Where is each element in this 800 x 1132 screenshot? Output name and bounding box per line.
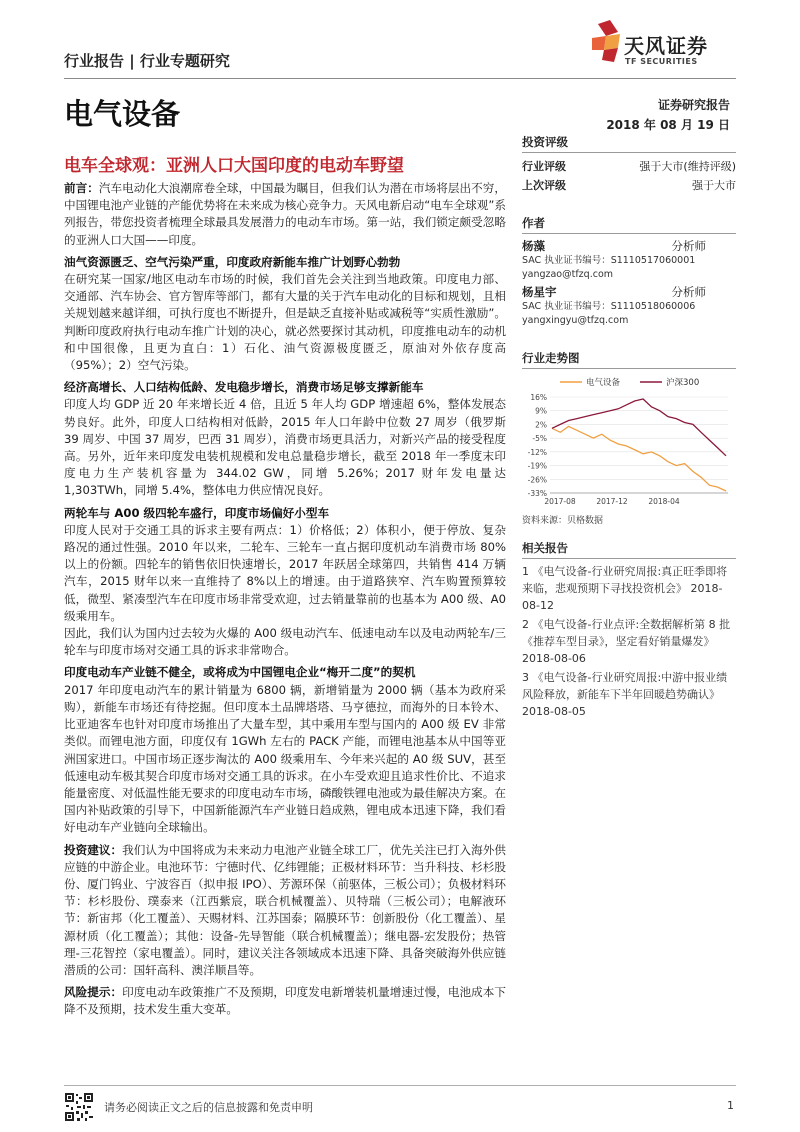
rating-value: 强于大市(维持评级) (639, 160, 736, 173)
x-tick-label: 2018-04 (648, 497, 680, 506)
section-policy (64, 254, 506, 374)
sidebar (522, 134, 736, 722)
risk-lead: 风险提示： (64, 985, 123, 1000)
section-text: 因此，我们认为国内过去较为火爆的 A00 级电动汽车、低速电动车以及电动两轮车/三轮车与印度市场对交通工具的诉求非常吻合。 (64, 626, 506, 658)
section-heading: 印度电动车产业链不健全，或将成为中国锂电企业“梅开二度”的契机 (64, 665, 416, 680)
rating-title: 投资评级 (522, 134, 736, 153)
y-tick-label: -5% (532, 434, 547, 444)
analyst-name: 杨藻 (522, 239, 545, 253)
y-tick-label: 16% (530, 393, 547, 402)
risk-text: 印度电动车政策推广不及预期，印度发电新增装机量增速过慢，电池成本下降不及预期，技术发生重大变革。 (64, 985, 506, 1017)
trend-title: 行业走势图 (522, 350, 736, 369)
y-tick-label: 9% (535, 406, 547, 416)
author-title: 作者 (522, 215, 736, 234)
section-supply-chain (64, 664, 506, 836)
x-tick-label: 2017-08 (544, 497, 576, 506)
analyst-cert: SAC 执业证书编号：S1110518060006 (522, 301, 696, 312)
analyst-cert: SAC 执业证书编号：S1110517060001 (522, 255, 696, 266)
logo-english-name: TF SECURITIES (625, 57, 698, 66)
series-line (552, 399, 726, 456)
report-category: 行业报告 | 行业专题研究 (64, 52, 230, 70)
section-text: 在研究某一国家/地区电动车市场的时候，我们首先会关注到当地政策。印度电力部、交通部、汽车协会、官方智库等部门，都有大量的关于汽车电动化的目标和规划，且相关规划越来越详细，可执行度也不断提升，但是缺乏直接补贴或减税等“实质性激励”。判断印度政府执行电动车推广计划的决心，就必然要探讨其动机，印度推电动车的动机和中国很像，且更为直白：1）石化、油气资源极度匮乏，原油对外依存度高（95%）；2）空气污染。 (64, 272, 506, 373)
investment-text: 我们认为中国将成为未来动力电池产业链全球工厂，优先关注已打入海外供应链的中游企业。电池环节：宁德时代、亿纬锂能；正极材料环节：当升科技、杉杉股份、厦门钨业、宁波容百（拟申报 IPO）、芳源环保（前驱体，三板公司）；负极材料环节：杉杉股份、璞泰来（江西紫宸，联合机械覆盖）、贝特瑞（三板公司）；电解液环节：新宙邦（化工覆盖）、天赐材料、江苏国泰；隔膜环节：创新股份（化工覆盖）、星源材质（化工覆盖）；其他：设备-先导智能（联合机械覆盖）；继电器-宏发股份；热管理-三花智控（家电覆盖）。同时，建议关注各领域成本迅速下降、具备突破海外供应链潜质的公司：国轩高科、澳洋顺昌等。 (64, 842, 506, 977)
header-divider (64, 78, 736, 79)
rating-key: 行业评级 (522, 160, 566, 173)
section-heading: 油气资源匮乏、空气污染严重，印度政府新能车推广计划野心勃勃 (64, 254, 401, 269)
main-column (64, 180, 506, 1024)
series-line (552, 426, 726, 491)
section-vehicle-types (64, 505, 506, 660)
rating-row (522, 157, 736, 176)
trend-chart-svg (522, 373, 736, 511)
intro-text: 汽车电动化大浪潮席卷全球，中国最为瞩目，但我们认为潜在市场将层出不穷，中国锂电池产业链的产能优势将在未来成为核心竞争力。天风电新启动“电车全球观”系列报告，带您投资者梳理全球最具发展潜力的电动车市场。第一站，我们锁定颇受忽略的亚洲人口大国——印度。 (64, 181, 506, 247)
related-report-link[interactable]: 3 《电气设备-行业研究周报:中游中报业绩风险释放，新能车下半年回暖趋势确认》 2018-08-05 (522, 671, 728, 718)
section-text: 2017 年印度电动汽车的累计销量为 6800 辆，新增销量为 2000 辆（基本为政府采购），新能车市场还有待挖掘。但印度本土品牌塔塔、马亨德拉，而海外的日本铃木、比亚迪客车也针对印度市场推出了大量车型，其中乘用车型与国内的 A00 级 EV 非常类似。而锂电池方面，印度仅有 1GWh 左右的 PACK 产能，而锂电池基本从中国等亚洲国家进口。中国市场正逐步淘汰的 A00 级乘用车、今年来兴起的 A0 级 SUV，甚至低速电动车极其契合印度市场对交通工具的诉求。在小车受欢迎且追求性价比、不追求能量密度、对低温性能无要求的印度电动车市场，磷酸铁锂电池或为最佳解决方案。在国内补贴政策的引导下，中国新能源汽车产业链日趋成熟，锂电成本迅速下降，我们看好电动车产业链向全球输出。 (64, 682, 506, 835)
investment-advice (64, 842, 506, 980)
y-tick-label: -12% (527, 447, 547, 457)
y-tick-label: 2% (535, 420, 547, 430)
section-heading: 经济高增长、人口结构低龄、发电稳步增长，消费市场足够支撑新能车 (64, 380, 424, 395)
analyst-email[interactable]: yangxingyu@tfzq.com (522, 315, 629, 326)
section-text: 印度人均 GDP 近 20 年来增长近 4 倍，且近 5 年人均 GDP 增速超 6%，整体发展态势良好。此外，印度人口结构相对低龄，2015 年人口年龄中位数 27 周岁（俄罗斯 39 周岁、中国 37 周岁，巴西 31 周岁），消费市场更具活力，对新兴产品的接受程度高。另外，近年来印度发电装机规模和发电总量稳步增长，截至 2018 年一季度末印度电力生产装机容量为 344.02 GW，同增 5.26%；2017 财年发电量达 1,303TWh，同增 5.4%，整体电力供应情况良好。 (64, 397, 506, 498)
legend-label: 电气设备 (586, 378, 621, 388)
analyst-block (522, 284, 736, 328)
related-report-link[interactable]: 1 《电气设备-行业研究周报:真正旺季即将来临，悲观预期下寻找投资机会》 2018-08-12 (522, 565, 728, 612)
page-number: 1 (727, 1099, 734, 1112)
x-tick-label: 2017-12 (596, 497, 628, 506)
section-text: 印度人民对于交通工具的诉求主要有两点：1）价格低；2）体积小，便于停放、复杂路况的通过性强。2010 年以来，二轮车、三轮车一直占据印度机动车消费市场 80%以上的份额。四轮车的销售依旧快速增长，2017 年跃居全球第四，共销售 414 万辆汽车，2015 财年以来一直维持了 8%以上的增速。由于道路狭窄、汽车购置预算较低，微型、紧凑型汽车在印度市场非常受欢迎，过去销量靠前的也基本为 A00 级、A0 级乘用车。 (64, 522, 506, 623)
section-economy (64, 379, 506, 499)
rating-key: 上次评级 (522, 179, 566, 192)
intro-paragraph (64, 180, 506, 249)
y-tick-label: -33% (527, 489, 547, 498)
report-kind: 证券研究报告 (657, 98, 730, 112)
qr-code-icon (64, 1092, 94, 1122)
related-list (522, 563, 736, 720)
risk-warning (64, 984, 506, 1018)
industry-trend-chart (522, 373, 736, 511)
report-title: 电车全球观：亚洲人口大国印度的电动车野望 (64, 156, 404, 176)
report-date: 2018 年 08 月 19 日 (606, 118, 730, 132)
chart-source: 资料来源：贝格数据 (522, 516, 604, 526)
y-tick-label: -19% (527, 461, 547, 471)
analyst-email[interactable]: yangzao@tfzq.com (522, 269, 614, 280)
logo-chinese-name: 天风证券 (624, 34, 708, 58)
analyst-name: 杨星宇 (522, 285, 557, 299)
analyst-block (522, 238, 736, 282)
sector-title: 电气设备 (64, 97, 181, 131)
analyst-role: 分析师 (671, 285, 706, 299)
disclaimer-text: 请务必阅读正文之后的信息披露和免责申明 (104, 1101, 313, 1114)
rating-value: 强于大市 (692, 179, 736, 192)
intro-lead: 前言： (64, 181, 99, 195)
analyst-role: 分析师 (671, 239, 706, 253)
investment-lead: 投资建议： (64, 842, 123, 857)
footer-divider (64, 1085, 736, 1086)
legend-label: 沪深300 (666, 378, 700, 388)
related-report-link[interactable]: 2 《电气设备-行业点评:全数据解析第 8 批《推荐车型目录》，坚定看好销量爆发》 2018-08-06 (522, 618, 731, 665)
related-title: 相关报告 (522, 540, 736, 559)
section-heading: 两轮车与 A00 级四轮车盛行，印度市场偏好小型车 (64, 505, 330, 520)
rating-row (522, 176, 736, 195)
y-tick-label: -26% (527, 475, 547, 485)
